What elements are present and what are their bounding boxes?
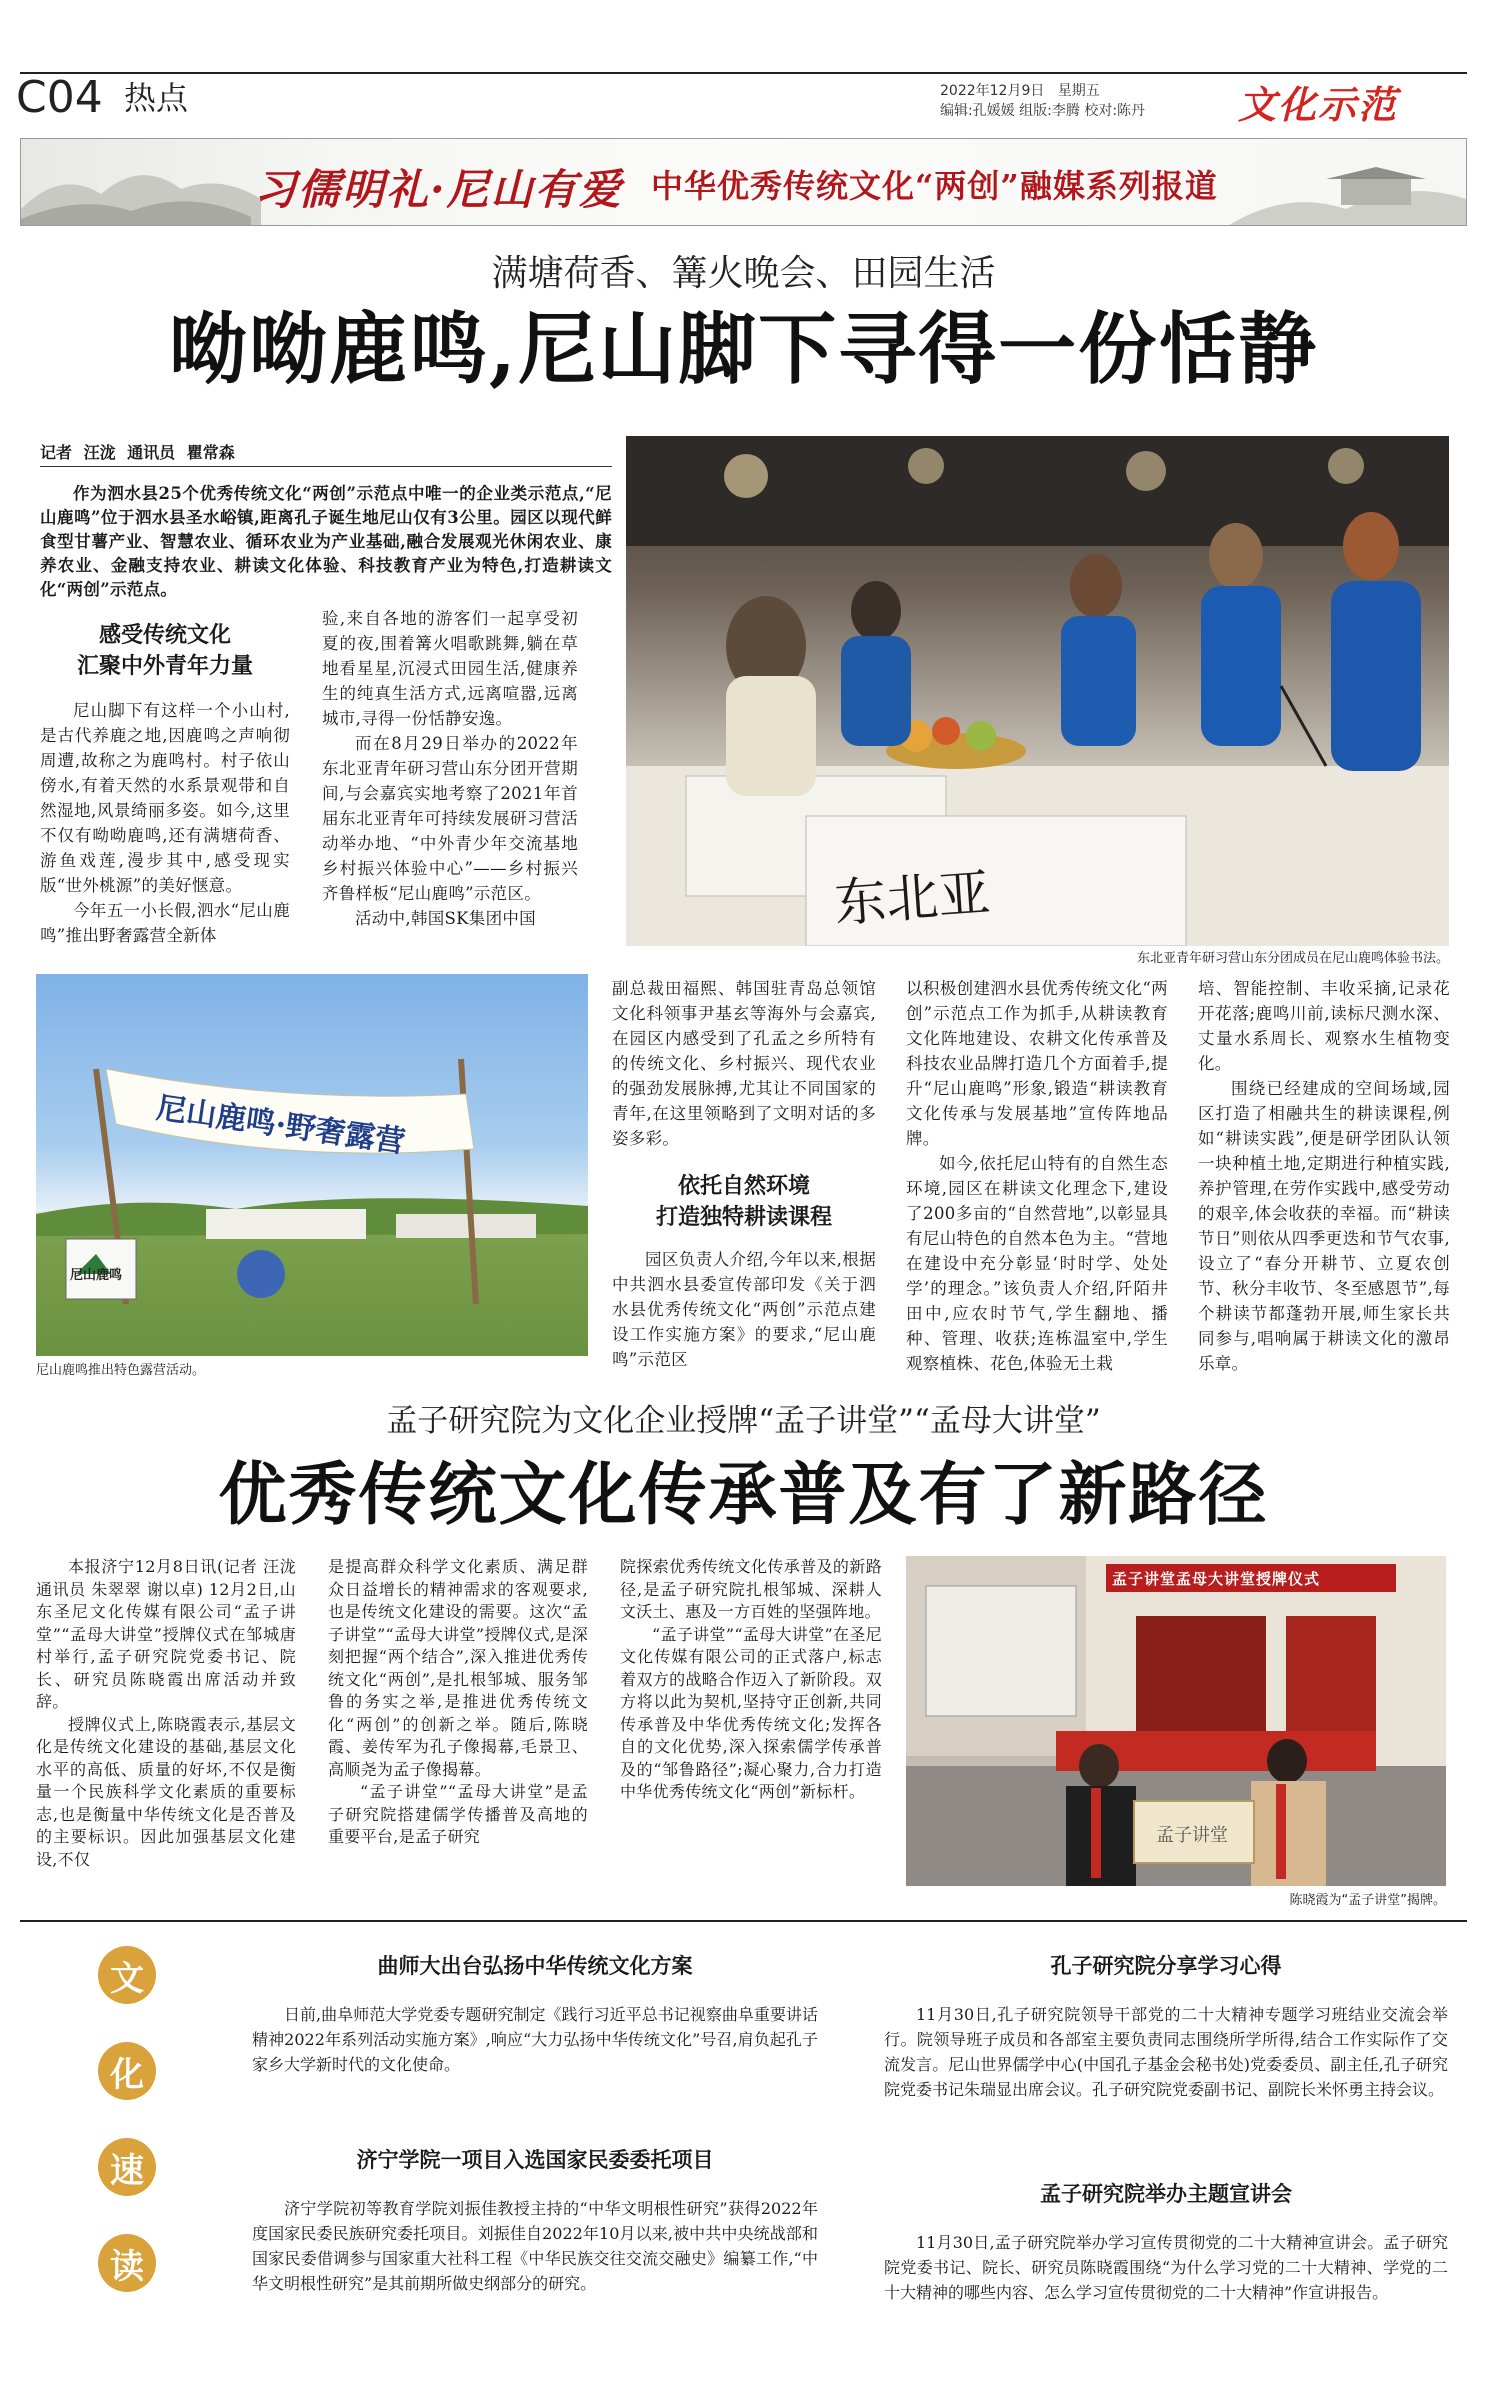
brand-logo: 文化示范 xyxy=(1238,83,1399,127)
paragraph: 围绕已经建成的空间场域,园区打造了相融共生的耕读课程,例如“耕读实践”,便是研学团队认领一块种植土地,定期进行种植实践,养护管理,在劳作实践中,感受劳动的艰辛,体会收获的幸福。而“耕读节日”则依从四季更迭和节气农事,设立了“春分开耕节、立夏农创节、秋分丰收节、冬至感恩节”,每个耕读节都蓬勃开展,师生家长共同参与,唱响属于耕读文化的激昂乐章。 xyxy=(1198,1079,1450,1373)
brief-item xyxy=(884,2178,1448,2305)
ceremony-plaque-text: 孟子讲堂 xyxy=(1156,1825,1228,1846)
brief-body: 济宁学院初等教育学院刘振佳教授主持的“中华文明根性研究”获得2022年度国家民委民族研究委托项目。刘振佳自2022年10月以来,被中共中央统战部和国家民委借调参与国家重大社科工程《中华民族交往交流交融史》编纂工作,“中华文明根性研究”是其前期所做史纲部分的研究。 xyxy=(252,2199,818,2293)
paragraph: 如今,依托尼山特有的自然生态环境,园区在耕读文化理念下,建设了200多亩的“自然营地”,以彰显具有尼山特色的自然本色为主。“营地在建设中充分彰显‘时时学、处处学’的理念。”该负责人介绍,阡陌井田中,应农时节气,学生翻地、播种、管理、收获;连栋温室中,学生观察植株、花色,体验无土栽 xyxy=(906,1154,1168,1373)
brief-item xyxy=(252,2144,818,2296)
paragraph: 院探索优秀传统文化传承普及的新路径,是孟子研究院扎根邹城、深耕人文沃土、惠及一方百姓的坚强阵地。 xyxy=(620,1557,882,1621)
article2-col2 xyxy=(328,1556,588,1849)
paragraph: 今年五一小长假,泗水“尼山鹿鸣”推出野奢露营全新体 xyxy=(40,901,290,945)
quick-label-char: 化 xyxy=(98,2042,156,2100)
brief-body: 11月30日,孔子研究院领导干部党的二十大精神专题学习班结业交流会举行。院领导班子成员和各部室主要负责同志围绕所学所得,结合工作实际作了交流发言。尼山世界儒学中心(中国孔子基金会秘书处)党委委员、副主任,孔子研究院党委书记朱瑞显出席会议。孔子研究院党委副书记、副院长米怀勇主持会议。 xyxy=(884,2005,1448,2099)
quick-label-char: 文 xyxy=(98,1946,156,2004)
brief-item xyxy=(884,1950,1448,2102)
calligraphy-text: 东北亚 xyxy=(832,863,993,935)
article2-headline: 优秀传统文化传承普及有了新路径 xyxy=(218,1455,1269,1535)
article1-lead: 作为泗水县25个优秀传统文化“两创”示范点中唯一的企业类示范点,“尼山鹿鸣”位于泗水县圣水峪镇,距离孔子诞生地尼山仅有3公里。园区以现代鲜食型甘薯产业、智慧农业、循环农业为产业基础,融合发展观光休闲农业、康养农业、金融支持农业、耕读文化体验、科技教育产业为特色,打造耕读文化“两创”示范点。 xyxy=(40,484,612,599)
photo-calligraphy xyxy=(626,436,1449,946)
paragraph: 是提高群众科学文化素质、满足群众日益增长的精神需求的客观要求,也是传统文化建设的需要。这次“孟子讲堂”“孟母大讲堂”授牌仪式,是深刻把握“两个结合”,深入推进优秀传统文化“两创”,是扎根邹城、服务邹鲁的务实之举,是推进优秀传统文化“两创”的创新之举。随后,陈晓霞、姜传军为孔子像揭幕,毛景卫、高顺尧为孟子像揭幕。 xyxy=(328,1557,588,1779)
camping-board-text: 尼山鹿鸣 xyxy=(70,1268,123,1283)
brief-body: 日前,曲阜师范大学党委专题研究制定《践行习近平总书记视察曲阜重要讲话精神2022年系列活动实施方案》,响应“大力弘扬中华传统文化”号召,肩负起孔子家乡大学新时代的文化使命。 xyxy=(252,2005,818,2074)
article1-col1 xyxy=(40,620,290,948)
article1-col2 xyxy=(322,606,578,931)
quick-label-char: 速 xyxy=(98,2138,156,2196)
brief-item xyxy=(252,1950,818,2077)
article2-col1 xyxy=(36,1556,296,1871)
quick-rule xyxy=(20,1920,1467,1922)
paragraph: 而在8月29日举办的2022年东北亚青年研习营山东分团开营期间,与会嘉宾实地考察了2021年首届东北亚青年可持续发展研习营活动举办地、“中外青少年交流基地 乡村振兴体验中心”——乡村振兴齐鲁样板“尼山鹿鸣”示范区。 xyxy=(322,734,578,903)
editor-credits: 编辑:孔媛媛 组版:李腾 校对:陈丹 xyxy=(940,103,1146,119)
article1-col5 xyxy=(1198,976,1450,1376)
ceremony-banner-text: 孟子讲堂孟母大讲堂授牌仪式 xyxy=(1112,1570,1321,1588)
caption-camping: 尼山鹿鸣推出特色露营活动。 xyxy=(36,1363,206,1378)
paragraph: 园区负责人介绍,今年以来,根据中共泗水县委宣传部印发《关于泗水县优秀传统文化“两创”示范点建设工作实施方案》的要求,“尼山鹿鸣”示范区 xyxy=(612,1250,876,1369)
photo-camping xyxy=(36,974,588,1356)
brief-title: 孔子研究院分享学习心得 xyxy=(1050,1953,1282,1978)
paragraph: “孟子讲堂”“孟母大讲堂”在圣尼文化传媒有限公司的正式落户,标志着双方的战略合作迈入了新阶段。双方将以此为契机,坚持守正创新,共同传承普及中华优秀传统文化;发挥各自的文化优势,深入探索儒学传承普及的“邹鲁路径”;凝心聚力,合力打造中华优秀传统文化“两创”新标杆。 xyxy=(620,1624,882,1801)
article2-kicker: 孟子研究院为文化企业授牌“孟子讲堂”“孟母大讲堂” xyxy=(386,1403,1101,1439)
article1-col4 xyxy=(906,976,1168,1376)
article1-byline: 记者 汪泷 通讯员 瞿常森 xyxy=(40,443,235,462)
paragraph: 验,来自各地的游客们一起享受初夏的夜,围着篝火唱歌跳舞,躺在草地看星星,沉浸式田园生活,健康养生的纯真生活方式,远离喧嚣,远离城市,寻得一份恬静安逸。 xyxy=(322,609,578,728)
camping-banner-text: 尼山鹿鸣·野奢露营 xyxy=(154,1090,408,1161)
paragraph: 活动中,韩国SK集团中国 xyxy=(355,909,536,928)
banner-title: 中华优秀传统文化“两创”融媒系列报道 xyxy=(651,167,1218,205)
brief-title: 济宁学院一项目入选国家民委委托项目 xyxy=(356,2147,714,2172)
paragraph: “孟子讲堂”“孟母大讲堂”是孟子研究院搭建儒学传播普及高地的重要平台,是孟子研究 xyxy=(328,1782,588,1846)
article1-col3 xyxy=(612,976,876,1372)
quick-read-label xyxy=(98,1946,156,2292)
quick-label-char: 读 xyxy=(98,2234,156,2292)
photo-ceremony xyxy=(906,1556,1446,1886)
paragraph: 副总裁田福熙、韩国驻青岛总领馆文化科领事尹基玄等海外与会嘉宾,在园区内感受到了孔孟之乡所特有的传统文化、乡村振兴、现代农业的强劲发展脉搏,尤其让不同国家的青年,在这里领略到了文明对话的多姿多彩。 xyxy=(612,979,876,1148)
photo-calligraphy-scene xyxy=(626,436,1449,946)
paragraph: 培、智能控制、丰收采摘,记录花开花落;鹿鸣川前,读标尺测水深、丈量水系周长、观察水生植物变化。 xyxy=(1198,979,1450,1073)
page-number: C04 xyxy=(16,72,103,123)
byline-rule xyxy=(40,466,612,467)
paragraph: 尼山脚下有这样一个小山村,是古代养鹿之地,因鹿鸣之声响彻周遭,故称之为鹿鸣村。村子依山傍水,有着天然的水系景观带和自然湿地,风景绮丽多姿。如今,这里不仅有呦呦鹿鸣,还有满塘荷香、游鱼戏莲,漫步其中,感受现实版“世外桃源”的美好惬意。 xyxy=(40,701,290,895)
caption-calligraphy: 东北亚青年研习营山东分团成员在尼山鹿鸣体验书法。 xyxy=(1136,951,1449,966)
article1-headline: 呦呦鹿鸣,尼山脚下寻得一份恬静 xyxy=(168,304,1319,395)
banner-slogan: 习儒明礼·尼山有爱 xyxy=(254,165,623,214)
issue-date: 2022年12月9日 星期五 xyxy=(940,83,1100,99)
article2-col3 xyxy=(620,1556,882,1804)
brief-title: 孟子研究院举办主题宣讲会 xyxy=(1040,2181,1292,2206)
section-name: 热点 xyxy=(124,79,189,117)
brief-body: 11月30日,孟子研究院举办学习宣传贯彻党的二十大精神宣讲会。孟子研究院党委书记、院长、研究员陈晓霞围绕“为什么学习党的二十大精神、学党的二十大精神的哪些内容、怎么学习宣传贯彻党的二十大精神”作宣讲报告。 xyxy=(884,2233,1448,2302)
paragraph: 以积极创建泗水县优秀传统文化“两创”示范点工作为抓手,从耕读教育文化阵地建设、农耕文化传承普及科技农业品牌打造几个方面着手,提升“尼山鹿鸣”形象,锻造“耕读教育文化传承与发展基地”宣传阵地品牌。 xyxy=(906,979,1168,1148)
series-banner xyxy=(20,138,1467,226)
subhead-2: 依托自然环境 打造独特耕读课程 xyxy=(655,1173,832,1230)
subhead-1: 感受传统文化 汇聚中外青年力量 xyxy=(76,622,253,679)
article1-kicker: 满塘荷香、篝火晚会、田园生活 xyxy=(491,253,996,294)
caption-ceremony: 陈晓霞为“孟子讲堂”揭牌。 xyxy=(1289,1893,1446,1908)
paragraph: 授牌仪式上,陈晓霞表示,基层文化是传统文化建设的基础,基层文化水平的高低、质量的好坏,不仅是衡量一个民族科学文化素质的重要标志,也是衡量中华传统文化是否普及的主要标识。因此加强基层文化建设,不仅 xyxy=(36,1714,296,1869)
paragraph: 本报济宁12月8日讯(记者 汪泷 通讯员 朱翠翠 谢以卓) 12月2日,山东圣尼文化传媒有限公司“孟子讲堂”“孟母大讲堂”授牌仪式在邹城唐村举行,孟子研究院党委书记、院长、研究员陈晓霞出席活动并致辞。 xyxy=(36,1557,296,1711)
photo-camping-scene xyxy=(36,974,588,1356)
brief-title: 曲师大出台弘扬中华传统文化方案 xyxy=(377,1953,693,1978)
pavilion-illustration xyxy=(1206,139,1466,226)
